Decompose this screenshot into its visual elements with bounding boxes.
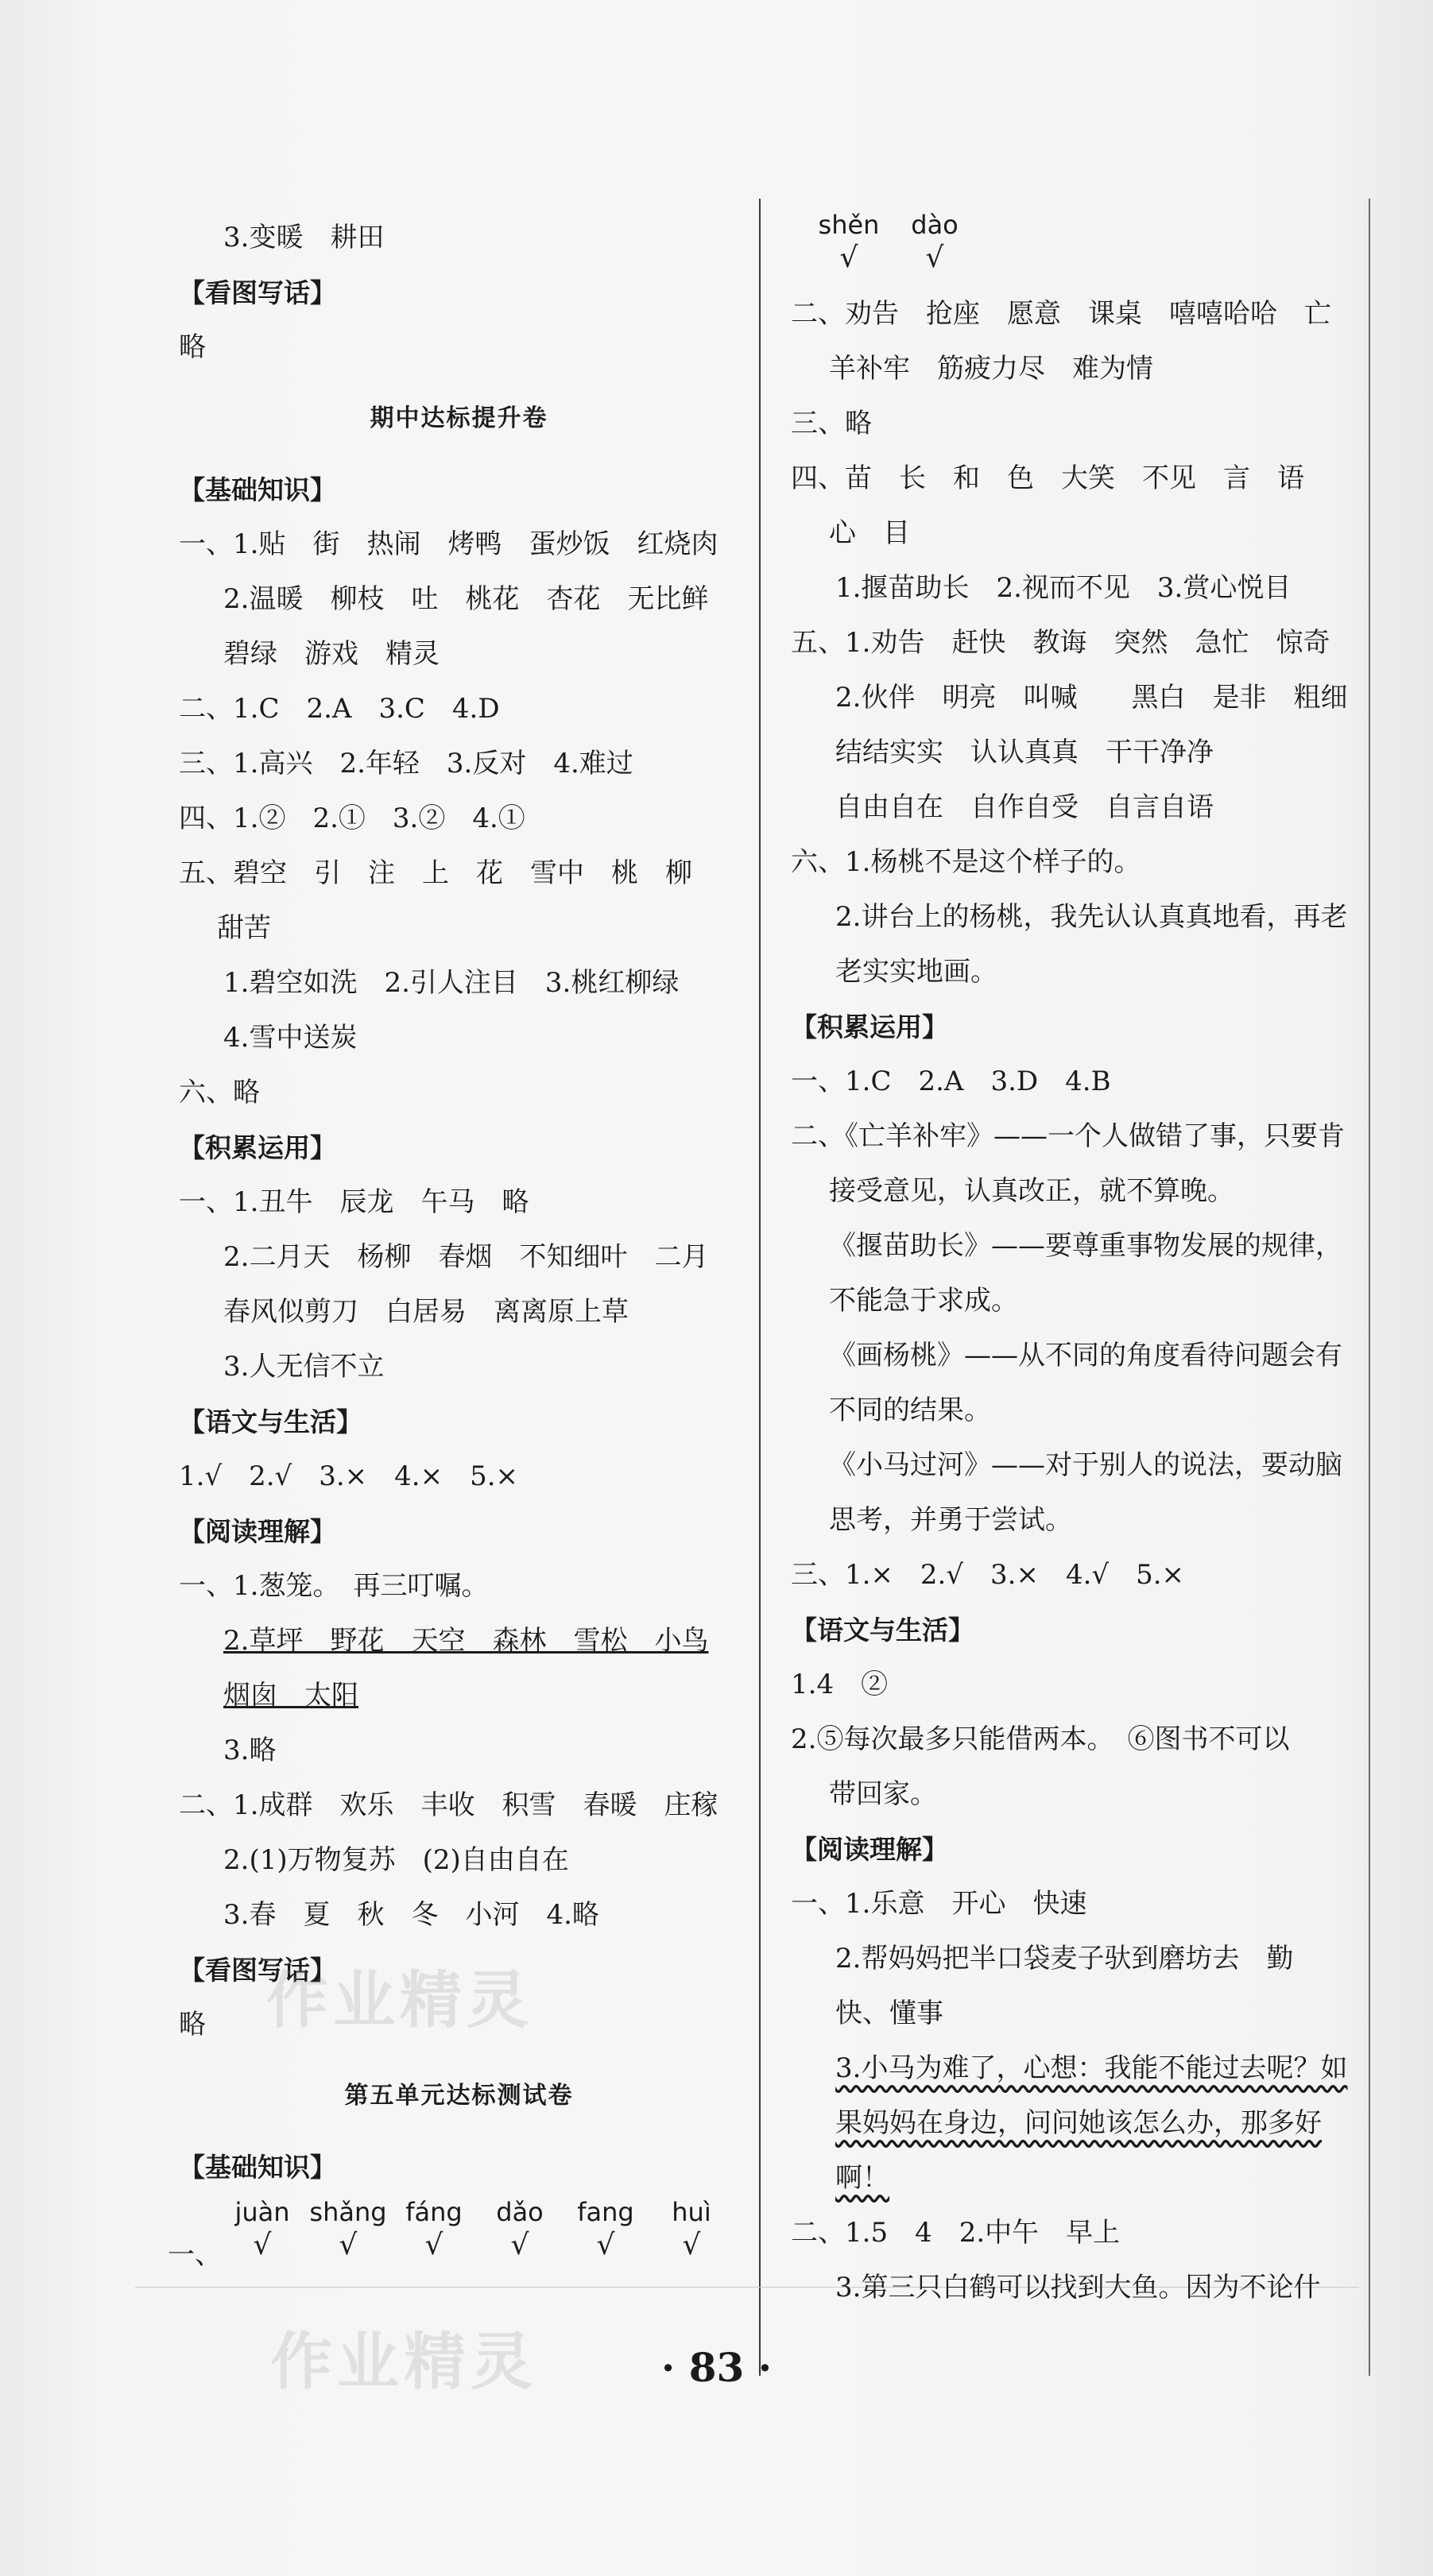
- section-heading: 【积累运用】: [179, 1132, 336, 1163]
- pinyin-text: shǎng: [309, 2197, 387, 2227]
- answer-line: 春风似剪刀 白居易 离离原上草: [223, 1296, 629, 1328]
- answer-line: 六、1.杨桃不是这个样子的。: [791, 846, 1141, 878]
- check-mark: √: [510, 2229, 529, 2261]
- pinyin-item: [562, 2195, 649, 2261]
- check-mark: √: [424, 2229, 443, 2261]
- pinyin-text: shěn: [818, 210, 880, 240]
- answer-line: 六、略: [179, 1077, 260, 1108]
- right-column: [791, 211, 1351, 2315]
- pinyin-text: dào: [911, 210, 959, 240]
- answer-line: 老实实地画。: [835, 956, 997, 988]
- page-number: · 83 ·: [660, 2344, 773, 2391]
- answer-line: 一、1.葱笼。 再三叮嘱。: [179, 1570, 489, 1602]
- answer-line: 带回家。: [829, 1778, 937, 1810]
- pinyin-item: [805, 207, 893, 274]
- answer-line: 烟囱 太阳: [223, 1680, 358, 1712]
- answer-line: 甜苦: [217, 912, 271, 944]
- answer-line: 2.(1)万物复苏 (2)自由自在: [223, 1844, 569, 1876]
- answer-line: 羊补牢 筋疲力尽 难为情: [829, 353, 1153, 385]
- pinyin-check-row: [168, 2195, 739, 2290]
- pinyin-text: huì: [672, 2197, 711, 2227]
- answer-line: 3.第三只白鹤可以找到大鱼。因为不论什: [835, 2272, 1321, 2303]
- section-title: 第五单元达标测试卷: [344, 2082, 574, 2110]
- column-divider: [759, 199, 761, 2376]
- answer-line: 一、1.贴 街 热闹 烤鸭 蛋炒饭 红烧肉: [179, 528, 718, 560]
- answer-line: 三、略: [791, 408, 872, 439]
- answer-line: 四、1.② 2.① 3.② 4.①: [179, 803, 525, 834]
- answer-line: 不同的结果。: [829, 1394, 991, 1426]
- answer-line: 三、1.高兴 2.年轻 3.反对 4.难过: [179, 748, 633, 779]
- answer-line: 《揠苗助长》——要尊重事物发展的规律，: [829, 1230, 1342, 1262]
- answer-line: 结结实实 认认真真 干干净净: [835, 737, 1214, 768]
- pinyin-text: juàn: [234, 2197, 290, 2227]
- answer-line: 思考，并勇于尝试。: [829, 1504, 1072, 1536]
- section-heading: 【阅读理解】: [179, 1516, 336, 1547]
- check-mark: √: [925, 242, 944, 274]
- answer-line: 一、1.丑牛 辰龙 午马 略: [179, 1186, 529, 1218]
- pinyin-item: [390, 2195, 478, 2261]
- answer-line: 2.讲台上的杨桃，我先认认真真地看，再老: [835, 901, 1348, 933]
- pinyin-text: fang: [577, 2197, 634, 2227]
- answer-line: 略: [179, 331, 206, 363]
- section-heading: 【语文与生活】: [179, 1406, 362, 1437]
- answer-line: 4.雪中送炭: [223, 1022, 358, 1054]
- answer-line: 2.温暖 柳枝 吐 桃花 杏花 无比鲜: [223, 583, 709, 615]
- answer-line: 2.伙伴 明亮 叫喊 黑白 是非 粗细: [835, 682, 1348, 714]
- section-heading: 【看图写话】: [179, 277, 336, 308]
- answer-line: 心 目: [829, 517, 910, 549]
- section-heading: 【基础知识】: [179, 474, 336, 505]
- answer-line: 3.人无信不立: [223, 1351, 385, 1383]
- answer-line: 二、1.C 2.A 3.C 4.D: [179, 693, 500, 725]
- answer-line: 二、1.成群 欢乐 丰收 积雪 春暖 庄稼: [179, 1789, 718, 1821]
- section-heading: 【积累运用】: [791, 1011, 948, 1042]
- answer-line: 2.帮妈妈把半口袋麦子驮到磨坊去 勤: [835, 1943, 1294, 1975]
- answer-line: 3.略: [223, 1735, 277, 1766]
- section-heading: 【看图写话】: [179, 1955, 336, 1986]
- check-mark: √: [253, 2229, 272, 2261]
- answer-line: 快、懂事: [835, 1998, 943, 2029]
- answer-line: 2.⑤每次最多只能借两本。 ⑥图书不可以: [791, 1723, 1290, 1755]
- answer-line: 3.变暖 耕田: [223, 222, 385, 253]
- check-mark: √: [682, 2229, 701, 2261]
- right-border: [1369, 199, 1370, 2376]
- pinyin-text: fáng: [405, 2197, 463, 2227]
- answer-line: 一、1.C 2.A 3.D 4.B: [791, 1066, 1111, 1097]
- answer-line: 1.√ 2.√ 3.× 4.× 5.×: [179, 1460, 518, 1492]
- answer-line: 啊！: [835, 2162, 889, 2194]
- answer-line: 3.小马为难了，心想：我能不能过去呢？如: [835, 2052, 1348, 2084]
- answer-line: 《画杨桃》——从不同的角度看待问题会有: [829, 1340, 1342, 1371]
- answer-line: 1.碧空如洗 2.引人注目 3.桃红柳绿: [223, 967, 680, 999]
- section-heading: 【语文与生活】: [791, 1615, 974, 1646]
- pinyin-item: [648, 2195, 735, 2261]
- answer-line: 四、苗 长 和 色 大笑 不见 言 语: [791, 462, 1304, 494]
- check-mark: √: [339, 2229, 358, 2261]
- answer-line: 不能急于求成。: [829, 1285, 1018, 1317]
- answer-line: 接受意见，认真改正，就不算晚。: [829, 1175, 1234, 1207]
- answer-line: 略: [179, 2009, 206, 2040]
- answer-line: 2.二月天 杨柳 春烟 不知细叶 二月: [223, 1241, 709, 1273]
- watermark: 作业精灵: [270, 2327, 538, 2398]
- check-mark: √: [839, 242, 858, 274]
- section-heading: 【基础知识】: [179, 2152, 336, 2183]
- answer-line: 五、1.劝告 赶快 教诲 突然 急忙 惊奇: [791, 627, 1330, 659]
- answer-line: 2.草坪 野花 天空 森林 雪松 小鸟: [223, 1625, 709, 1657]
- pinyin-item: [476, 2195, 564, 2261]
- answer-line: 五、碧空 引 注 上 花 雪中 桃 柳: [179, 857, 692, 889]
- answer-line: 二、《亡羊补牢》——一个人做错了事，只要肯: [791, 1120, 1345, 1152]
- answer-line: 碧绿 游戏 精灵: [223, 638, 440, 670]
- answer-line: 1.4 ②: [791, 1669, 889, 1700]
- answer-line: 1.揠苗助长 2.视而不见 3.赏心悦目: [835, 572, 1292, 604]
- answer-line: 自由自在 自作自受 自言自语: [835, 791, 1214, 823]
- item-number: 一、: [168, 2239, 222, 2271]
- answer-line: 二、1.5 4 2.中午 早上: [791, 2217, 1121, 2249]
- section-title: 期中达标提升卷: [370, 404, 548, 432]
- answer-line: 果妈妈在身边，问问她该怎么办，那多好: [835, 2107, 1322, 2139]
- answer-line: 一、1.乐意 开心 快速: [791, 1888, 1087, 1920]
- pinyin-check-row: [791, 207, 1351, 287]
- pinyin-item: [891, 207, 978, 274]
- watermark: 作业精灵: [266, 1965, 534, 2036]
- answer-line: 《小马过河》——对于别人的说法，要动脑: [829, 1449, 1342, 1481]
- section-heading: 【阅读理解】: [791, 1834, 948, 1865]
- pinyin-item: [219, 2195, 306, 2261]
- pinyin-item: [304, 2195, 392, 2261]
- pinyin-text: dǎo: [496, 2197, 544, 2227]
- answer-line: 3.春 夏 秋 冬 小河 4.略: [223, 1899, 599, 1931]
- answer-line: 三、1.× 2.√ 3.× 4.√ 5.×: [791, 1559, 1184, 1591]
- answer-line: 二、劝告 抢座 愿意 课桌 嘻嘻哈哈 亡: [791, 298, 1331, 330]
- check-mark: √: [596, 2229, 615, 2261]
